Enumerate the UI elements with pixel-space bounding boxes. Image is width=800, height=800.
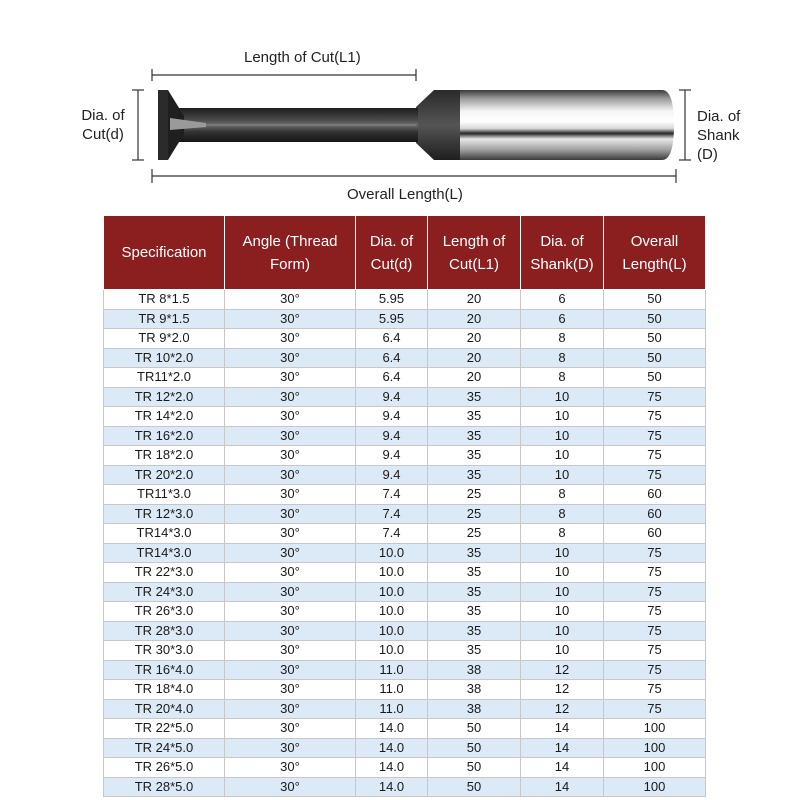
- cell-specification: TR 20*4.0: [104, 699, 225, 719]
- cell-specification: TR 12*2.0: [104, 387, 225, 407]
- cell-angle-thread-form: 30°: [225, 504, 356, 524]
- cell-specification: TR 9*2.0: [104, 329, 225, 349]
- table-row: [104, 738, 706, 758]
- dia-of-shank-label: [697, 107, 740, 164]
- cell-dia-of-shank: 10: [521, 407, 604, 427]
- cell-dia-of-shank: 14: [521, 758, 604, 778]
- cell-overall-length: 75: [604, 426, 706, 446]
- cell-dia-of-cut: 10.0: [356, 621, 428, 641]
- header-angle-thread-form: [225, 216, 356, 290]
- cell-length-of-cut: 20: [428, 329, 521, 349]
- table-row: [104, 504, 706, 524]
- header-line: Cut(L1): [448, 255, 500, 273]
- cell-length-of-cut: 35: [428, 407, 521, 427]
- cell-specification: TR 12*3.0: [104, 504, 225, 524]
- cell-length-of-cut: 35: [428, 602, 521, 622]
- cell-length-of-cut: 20: [428, 290, 521, 310]
- cell-dia-of-cut: 9.4: [356, 426, 428, 446]
- cell-dia-of-shank: 6: [521, 309, 604, 329]
- cell-dia-of-shank: 10: [521, 602, 604, 622]
- dia-of-shank-line3: (D): [697, 146, 718, 163]
- table-row: [104, 485, 706, 505]
- cell-specification: TR 10*2.0: [104, 348, 225, 368]
- table-row: [104, 309, 706, 329]
- cell-angle-thread-form: 30°: [225, 407, 356, 427]
- cell-length-of-cut: 35: [428, 563, 521, 583]
- cell-dia-of-cut: 11.0: [356, 660, 428, 680]
- cell-length-of-cut: 25: [428, 485, 521, 505]
- cell-dia-of-shank: 8: [521, 368, 604, 388]
- cell-dia-of-cut: 7.4: [356, 524, 428, 544]
- cell-dia-of-shank: 14: [521, 738, 604, 758]
- cell-overall-length: 60: [604, 504, 706, 524]
- cell-length-of-cut: 50: [428, 719, 521, 739]
- cell-angle-thread-form: 30°: [225, 543, 356, 563]
- table-row: [104, 699, 706, 719]
- header-line: Dia. of: [369, 232, 414, 250]
- table-row: [104, 329, 706, 349]
- cell-dia-of-cut: 6.4: [356, 348, 428, 368]
- cell-dia-of-shank: 10: [521, 641, 604, 661]
- cell-angle-thread-form: 30°: [225, 524, 356, 544]
- table-row: [104, 524, 706, 544]
- overall-length-dimension: [152, 169, 676, 183]
- cell-dia-of-shank: 10: [521, 563, 604, 583]
- cell-angle-thread-form: 30°: [225, 348, 356, 368]
- cell-dia-of-shank: 6: [521, 290, 604, 310]
- cell-length-of-cut: 25: [428, 524, 521, 544]
- thread-mill-drawing: [0, 0, 800, 210]
- cell-specification: TR11*2.0: [104, 368, 225, 388]
- cell-specification: TR 18*4.0: [104, 680, 225, 700]
- cell-dia-of-cut: 9.4: [356, 465, 428, 485]
- cell-overall-length: 75: [604, 543, 706, 563]
- cell-dia-of-shank: 8: [521, 524, 604, 544]
- cell-length-of-cut: 50: [428, 738, 521, 758]
- cell-angle-thread-form: 30°: [225, 660, 356, 680]
- cell-dia-of-cut: 14.0: [356, 777, 428, 797]
- cell-length-of-cut: 35: [428, 465, 521, 485]
- header-specification: [104, 216, 225, 290]
- header-line: Form): [270, 255, 310, 273]
- cell-dia-of-shank: 10: [521, 387, 604, 407]
- dia-of-cut-dimension: [132, 90, 144, 160]
- cell-angle-thread-form: 30°: [225, 446, 356, 466]
- cell-specification: TR14*3.0: [104, 543, 225, 563]
- cell-specification: TR 14*2.0: [104, 407, 225, 427]
- cell-angle-thread-form: 30°: [225, 777, 356, 797]
- cell-angle-thread-form: 30°: [225, 329, 356, 349]
- cell-angle-thread-form: 30°: [225, 582, 356, 602]
- dia-of-shank-dimension: [679, 90, 691, 160]
- cell-dia-of-shank: 10: [521, 446, 604, 466]
- cell-overall-length: 75: [604, 563, 706, 583]
- cell-dia-of-shank: 8: [521, 329, 604, 349]
- cell-dia-of-cut: 10.0: [356, 582, 428, 602]
- cell-specification: TR 28*5.0: [104, 777, 225, 797]
- table-row: [104, 719, 706, 739]
- cell-specification: TR14*3.0: [104, 524, 225, 544]
- dia-of-shank-line1: Dia. of: [697, 108, 741, 125]
- cell-dia-of-cut: 10.0: [356, 641, 428, 661]
- table-body: [104, 290, 706, 797]
- cell-dia-of-cut: 11.0: [356, 680, 428, 700]
- length-of-cut-label: Length of Cut(L1): [244, 49, 361, 66]
- cell-angle-thread-form: 30°: [225, 699, 356, 719]
- tool-body: [158, 90, 674, 160]
- dia-of-shank-line2: Shank: [697, 127, 740, 144]
- specification-table: [103, 215, 706, 797]
- header-dia-of-shank: [521, 216, 604, 290]
- cell-specification: TR 24*3.0: [104, 582, 225, 602]
- cell-overall-length: 75: [604, 660, 706, 680]
- cell-angle-thread-form: 30°: [225, 368, 356, 388]
- cell-length-of-cut: 50: [428, 758, 521, 778]
- cell-overall-length: 100: [604, 719, 706, 739]
- cell-specification: TR11*3.0: [104, 485, 225, 505]
- cell-angle-thread-form: 30°: [225, 485, 356, 505]
- cell-overall-length: 60: [604, 485, 706, 505]
- cell-length-of-cut: 35: [428, 446, 521, 466]
- cell-overall-length: 75: [604, 621, 706, 641]
- cell-overall-length: 75: [604, 699, 706, 719]
- table-header: [104, 216, 706, 290]
- header-line: Length(L): [622, 255, 687, 273]
- cell-dia-of-shank: 12: [521, 680, 604, 700]
- cell-dia-of-cut: 6.4: [356, 329, 428, 349]
- cell-dia-of-shank: 10: [521, 465, 604, 485]
- cell-angle-thread-form: 30°: [225, 387, 356, 407]
- cell-dia-of-cut: 10.0: [356, 602, 428, 622]
- cell-overall-length: 75: [604, 641, 706, 661]
- cell-angle-thread-form: 30°: [225, 465, 356, 485]
- cell-length-of-cut: 50: [428, 777, 521, 797]
- cell-dia-of-shank: 8: [521, 348, 604, 368]
- cell-dia-of-shank: 10: [521, 621, 604, 641]
- cell-dia-of-shank: 10: [521, 426, 604, 446]
- cell-dia-of-cut: 9.4: [356, 407, 428, 427]
- cell-length-of-cut: 25: [428, 504, 521, 524]
- cell-overall-length: 75: [604, 407, 706, 427]
- cell-specification: TR 9*1.5: [104, 309, 225, 329]
- table-row: [104, 348, 706, 368]
- cell-dia-of-cut: 5.95: [356, 309, 428, 329]
- cell-specification: TR 16*4.0: [104, 660, 225, 680]
- cell-length-of-cut: 35: [428, 621, 521, 641]
- header-line: Angle (Thread: [242, 232, 338, 250]
- table-row: [104, 446, 706, 466]
- cell-angle-thread-form: 30°: [225, 738, 356, 758]
- cell-specification: TR 16*2.0: [104, 426, 225, 446]
- cell-overall-length: 50: [604, 368, 706, 388]
- cell-angle-thread-form: 30°: [225, 641, 356, 661]
- table-row: [104, 758, 706, 778]
- header-line: Cut(d): [370, 255, 413, 273]
- cell-angle-thread-form: 30°: [225, 602, 356, 622]
- cell-specification: TR 18*2.0: [104, 446, 225, 466]
- cell-overall-length: 75: [604, 465, 706, 485]
- cell-overall-length: 75: [604, 602, 706, 622]
- table-row: [104, 465, 706, 485]
- cell-specification: TR 30*3.0: [104, 641, 225, 661]
- cell-dia-of-shank: 10: [521, 543, 604, 563]
- cell-dia-of-cut: 10.0: [356, 563, 428, 583]
- table-row: [104, 621, 706, 641]
- table-row: [104, 777, 706, 797]
- length-of-cut-dimension: [152, 69, 416, 81]
- cell-overall-length: 75: [604, 680, 706, 700]
- cell-angle-thread-form: 30°: [225, 309, 356, 329]
- cell-angle-thread-form: 30°: [225, 719, 356, 739]
- cell-dia-of-cut: 6.4: [356, 368, 428, 388]
- header-line: Overall: [630, 232, 679, 250]
- cell-length-of-cut: 38: [428, 660, 521, 680]
- table-row: [104, 660, 706, 680]
- cell-length-of-cut: 35: [428, 582, 521, 602]
- cell-dia-of-cut: 14.0: [356, 758, 428, 778]
- table-row: [104, 426, 706, 446]
- cell-length-of-cut: 20: [428, 368, 521, 388]
- cell-dia-of-shank: 12: [521, 660, 604, 680]
- cell-dia-of-shank: 8: [521, 504, 604, 524]
- cell-length-of-cut: 35: [428, 641, 521, 661]
- table-row: [104, 368, 706, 388]
- cell-specification: TR 26*5.0: [104, 758, 225, 778]
- table-row: [104, 641, 706, 661]
- cell-specification: TR 22*3.0: [104, 563, 225, 583]
- cell-dia-of-cut: 11.0: [356, 699, 428, 719]
- cell-specification: TR 28*3.0: [104, 621, 225, 641]
- cell-specification: TR 24*5.0: [104, 738, 225, 758]
- cell-dia-of-cut: 7.4: [356, 485, 428, 505]
- header-overall-length: [604, 216, 706, 290]
- cell-length-of-cut: 38: [428, 680, 521, 700]
- cell-dia-of-cut: 5.95: [356, 290, 428, 310]
- cell-angle-thread-form: 30°: [225, 426, 356, 446]
- dia-of-cut-label: [76, 106, 130, 144]
- dia-of-cut-line1: Dia. of: [81, 107, 125, 124]
- table-row: [104, 582, 706, 602]
- cell-angle-thread-form: 30°: [225, 758, 356, 778]
- cell-specification: TR 22*5.0: [104, 719, 225, 739]
- header-line: Shank(D): [530, 255, 594, 273]
- cell-overall-length: 50: [604, 309, 706, 329]
- cell-dia-of-cut: 9.4: [356, 387, 428, 407]
- cell-dia-of-shank: 12: [521, 699, 604, 719]
- tool-diagram: [0, 0, 800, 210]
- cell-overall-length: 75: [604, 446, 706, 466]
- cell-overall-length: 60: [604, 524, 706, 544]
- cell-dia-of-cut: 14.0: [356, 738, 428, 758]
- cell-length-of-cut: 35: [428, 387, 521, 407]
- header-dia-of-cut: [356, 216, 428, 290]
- header-row: [104, 216, 706, 290]
- cell-specification: TR 20*2.0: [104, 465, 225, 485]
- cell-length-of-cut: 20: [428, 309, 521, 329]
- header-line: Length of: [442, 232, 506, 250]
- cell-length-of-cut: 35: [428, 543, 521, 563]
- table-row: [104, 290, 706, 310]
- cell-overall-length: 100: [604, 758, 706, 778]
- cell-specification: TR 8*1.5: [104, 290, 225, 310]
- table-row: [104, 543, 706, 563]
- cell-length-of-cut: 35: [428, 426, 521, 446]
- cell-length-of-cut: 38: [428, 699, 521, 719]
- cell-dia-of-shank: 8: [521, 485, 604, 505]
- cell-dia-of-cut: 9.4: [356, 446, 428, 466]
- cell-dia-of-shank: 14: [521, 777, 604, 797]
- cell-overall-length: 50: [604, 329, 706, 349]
- cell-dia-of-shank: 14: [521, 719, 604, 739]
- cell-dia-of-cut: 10.0: [356, 543, 428, 563]
- cell-overall-length: 75: [604, 387, 706, 407]
- cell-angle-thread-form: 30°: [225, 680, 356, 700]
- cell-angle-thread-form: 30°: [225, 290, 356, 310]
- cell-overall-length: 50: [604, 348, 706, 368]
- cell-overall-length: 50: [604, 290, 706, 310]
- header-length-of-cut: [428, 216, 521, 290]
- table-row: [104, 387, 706, 407]
- dia-of-cut-line2: Cut(d): [82, 126, 124, 143]
- cell-angle-thread-form: 30°: [225, 563, 356, 583]
- table-row: [104, 563, 706, 583]
- table-row: [104, 602, 706, 622]
- cell-overall-length: 75: [604, 582, 706, 602]
- cell-length-of-cut: 20: [428, 348, 521, 368]
- table-row: [104, 407, 706, 427]
- cell-dia-of-cut: 7.4: [356, 504, 428, 524]
- header-line: Specification: [121, 244, 207, 261]
- cell-overall-length: 100: [604, 738, 706, 758]
- header-line: Dia. of: [540, 232, 584, 250]
- table-row: [104, 680, 706, 700]
- cell-dia-of-shank: 10: [521, 582, 604, 602]
- cell-overall-length: 100: [604, 777, 706, 797]
- cell-dia-of-cut: 14.0: [356, 719, 428, 739]
- cell-angle-thread-form: 30°: [225, 621, 356, 641]
- overall-length-label: Overall Length(L): [347, 186, 463, 203]
- cell-specification: TR 26*3.0: [104, 602, 225, 622]
